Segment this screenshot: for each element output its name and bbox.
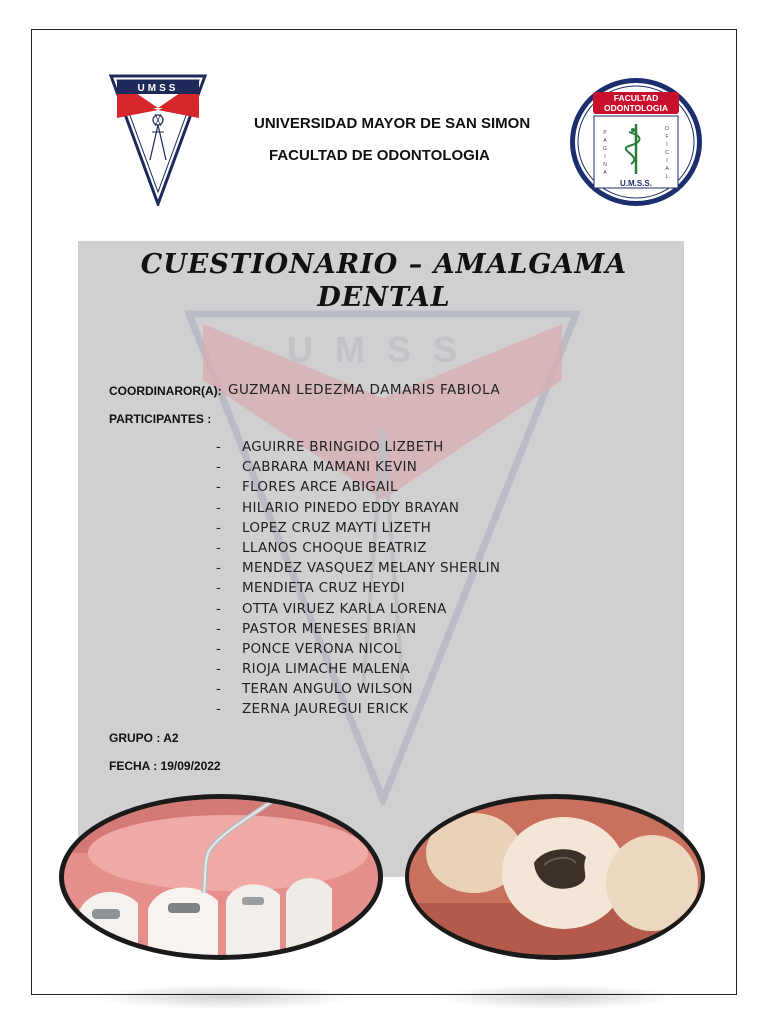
university-name: UNIVERSIDAD MAYOR DE SAN SIMON: [254, 115, 531, 132]
document-title: [100, 248, 668, 314]
svg-text:G: G: [603, 146, 607, 152]
list-item: - CABRARA MAMANI KEVIN: [216, 459, 418, 476]
svg-text:A: A: [603, 170, 607, 176]
list-item: - FLORES ARCE ABIGAIL: [216, 479, 398, 496]
svg-text:A: A: [603, 138, 607, 144]
faculty-seal-logo: [567, 76, 705, 208]
svg-text:P: P: [603, 130, 607, 136]
svg-text:A: A: [665, 166, 669, 172]
list-item: - ZERNA JAUREGUI ERICK: [216, 701, 409, 718]
coordinator-label: COORDINAROR(A):: [109, 384, 222, 398]
participants-list: [216, 437, 500, 720]
svg-text:F: F: [665, 134, 669, 140]
list-item: - MENDEZ VASQUEZ MELANY SHERLIN: [216, 560, 501, 577]
svg-text:U.M.S.S.: U.M.S.S.: [619, 179, 653, 188]
svg-text:UMSS: UMSS: [286, 329, 480, 370]
svg-text:L: L: [665, 174, 669, 180]
title-line-1: CUESTIONARIO – AMALGAMA: [140, 249, 628, 280]
list-item: - PASTOR MENESES BRIAN: [216, 620, 417, 637]
svg-text:I: I: [666, 142, 668, 148]
list-item: - TERAN ANGULO WILSON: [216, 681, 413, 698]
list-item: - OTTA VIRUEZ KARLA LORENA: [216, 600, 447, 617]
amalgam-filling-photo: [404, 793, 706, 961]
list-item: - LOPEZ CRUZ MAYTI LIZETH: [216, 519, 432, 536]
svg-text:I: I: [604, 154, 606, 160]
umss-logo-text: UMSS: [137, 83, 179, 94]
list-item: - PONCE VERONA NICOL: [216, 640, 402, 657]
faculty-name: FACULTAD DE ODONTOLOGIA: [269, 147, 490, 164]
svg-text:I: I: [666, 158, 668, 164]
svg-text:O: O: [665, 126, 669, 132]
title-line-2: DENTAL: [317, 282, 451, 313]
svg-text:N: N: [603, 162, 607, 168]
photo-shadow: [430, 985, 680, 1009]
date-field: FECHA : 19/09/2022: [109, 759, 221, 773]
dental-probe-photo: [58, 793, 384, 961]
coordinator-name: GUZMAN LEDEZMA DAMARIS FABIOLA: [228, 382, 501, 398]
list-item: - AGUIRRE BRINGIDO LIZBETH: [216, 439, 444, 455]
list-item: - MENDIETA CRUZ HEYDI: [216, 580, 405, 597]
list-item: - LLANOS CHOQUE BEATRIZ: [216, 539, 427, 556]
svg-text:C: C: [665, 150, 669, 156]
list-item: - HILARIO PINEDO EDDY BRAYAN: [216, 499, 460, 516]
svg-text:ODONTOLOGIA: ODONTOLOGIA: [603, 103, 669, 113]
participants-label: PARTICIPANTES :: [109, 412, 212, 426]
group-field: GRUPO : A2: [109, 731, 179, 745]
umss-logo: [108, 74, 208, 206]
photo-shadow: [90, 985, 360, 1009]
svg-text:FACULTAD: FACULTAD: [613, 93, 659, 103]
list-item: - RIOJA LIMACHE MALENA: [216, 661, 411, 678]
